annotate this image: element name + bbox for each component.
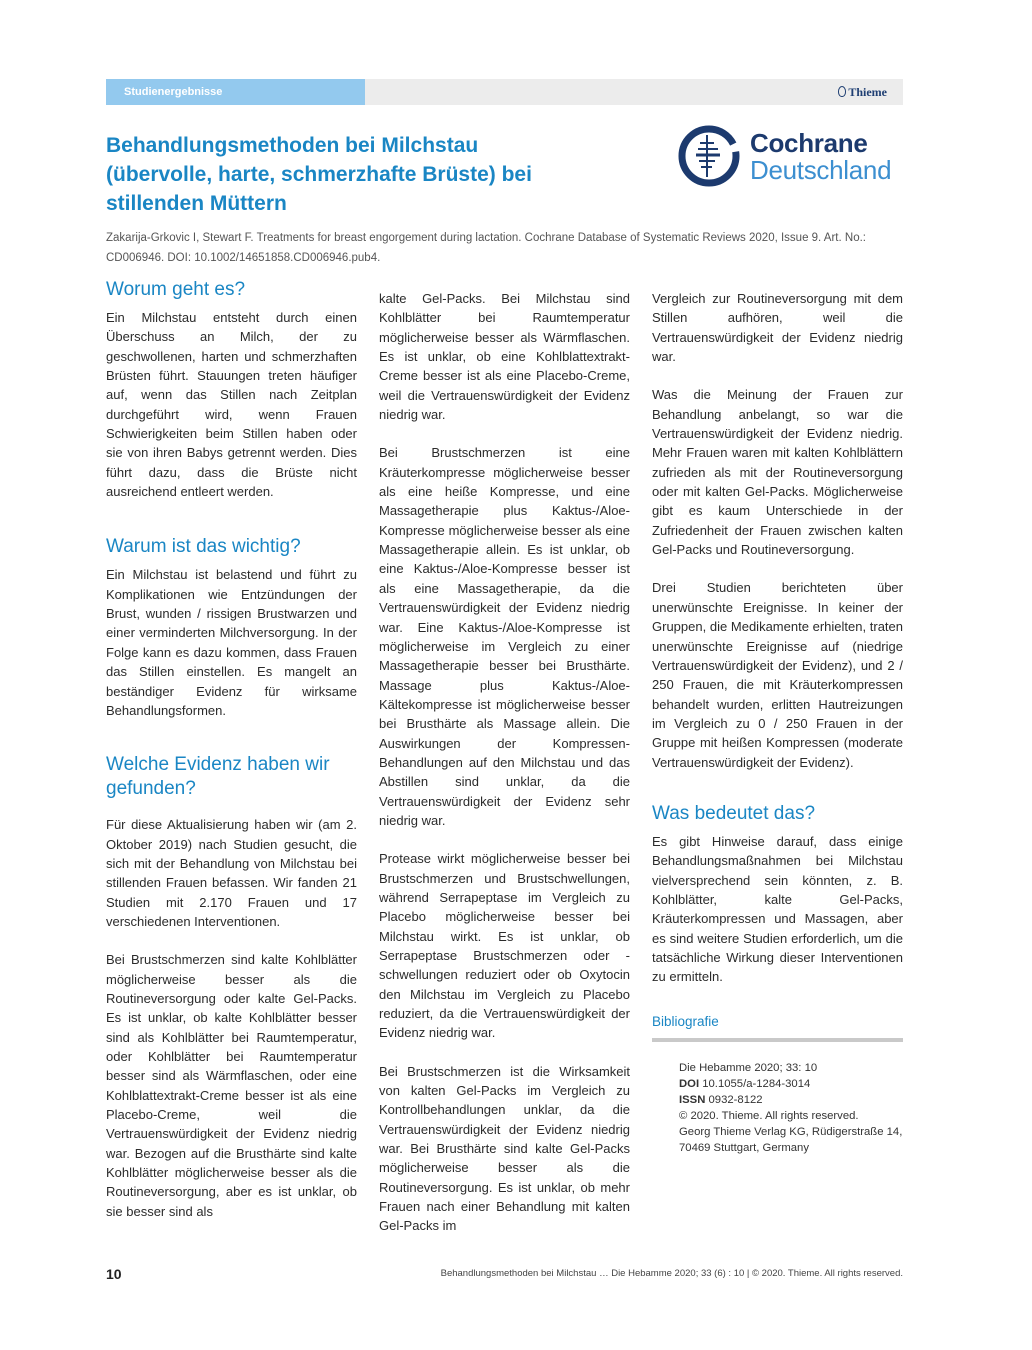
column-2 [379, 289, 630, 1236]
paragraph: Bei Brustschmerzen ist die Wirksamkeit von kalten Gel-Packs im Vergleich zu Kontrollbehandlungen unklar, da die Vertrauenswürdigkeit der Evidenz niedrig war. Bei Brusthärte sind kalte Gel-Packs möglicherweise besser als die Routineversorgung. Es ist unklar, ob mehr Frauen nach einer Behandlung mit kalten Gel-Packs im [379, 1063, 630, 1234]
paragraph: Bei Brustschmerzen sind kalte Kohlblätter möglicherweise besser als die Routineversorgung oder kalte Gel-Packs. Es ist unklar, ob kalte Kohlblätter besser sind als Kohlblätter bei Raumtemperatur, oder Kohlblätter bei Raumtemperatur besser sind als Wärmflaschen, oder eine Kohlblattextrakt-Creme besser ist als eine Placebo-Creme, weil die Vertrauenswürdigkeit der Evidenz niedrig war. Bezogen auf die Brusthärte sind kalte Kohlblätter möglicherweise besser als die Routineversorgung, aber es ist unklar, ob sie besser sind als [106, 952, 357, 1219]
header-bar [106, 79, 903, 105]
bibliography-heading: Bibliografie [652, 1012, 903, 1042]
column-3 [652, 289, 903, 1156]
article-title: Behandlungsmethoden bei Milchstau (übervolle, harte, schmerzhafte Brüste) bei stillenden Müttern [106, 134, 532, 215]
cochrane-logo-icon [678, 125, 740, 187]
paragraph: kalte Gel-Packs. Bei Milchstau sind Kohlblätter bei Raumtemperatur möglicherweise besser als Wärmflaschen. Es ist unklar, ob eine Kohlblattextrakt-Creme besser ist als eine Placebo-Creme, weil die Vertrauenswürdigkeit der Evidenz niedrig war. [379, 291, 630, 423]
paragraph: Für diese Aktualisierung haben wir (am 2. Oktober 2019) nach Studien gesucht, die sich mit der Behandlung von Milchstau bei stillenden Frauen befassen. Wir fanden 21 Studien mit 2.170 Frauen und 17 verschiedenen Interventionen. [106, 817, 357, 929]
bib-doi-value[interactable]: 10.1055/a-1284-3014 [702, 1078, 811, 1090]
heading-evidenz: Welche Evidenz haben wir gefunden? [106, 754, 330, 800]
logo-line-1: Cochrane [750, 128, 868, 158]
paragraph: Drei Studien berichteten über unerwünschte Ereignisse. In keiner der Gruppen, die Medikamente erhielten, traten unerwünschte Ereignisse auf (niedrige Vertrauenswürdigkeit der Evidenz), und 2 / 250 Frauen, die mit Kräuterkompressen behandelt wurden, erlitten Hautreizungen im Vergleich zu 0 / 250 Frauen in der Gruppe mit heißen Kompressen (moderate Vertrauenswürdigkeit der Evidenz). [652, 580, 903, 770]
bib-issn [679, 1092, 903, 1108]
publisher-logo [838, 79, 887, 105]
bib-publisher-line-1: Georg Thieme Verlag KG, Rüdigerstraße 14, [679, 1126, 903, 1138]
page-number: 10 [106, 1266, 122, 1282]
logo-line-2: Deutschland [750, 155, 892, 185]
paragraph: Ein Milchstau entsteht durch einen Überschuss an Milch, der zu geschwollenen, harten und schmerzhaften Brüsten führt. Stauungen treten häufiger auf, wenn das Stillen nach Zeitplan durchgeführt wird, wenn Frauen Schwierigkeiten beim Stillen haben oder sie von ihren Babys getrennt werden. Dies führt dazu, dass die Brüste nicht ausreichend entleert werden. [106, 310, 357, 500]
bib-issn-value: 0932-8122 [708, 1094, 763, 1106]
running-footer: Behandlungsmethoden bei Milchstau … Die Hebamme 2020; 33 (6) : 10 | © 2020. Thieme. All rights reserved. [440, 1268, 903, 1279]
bib-copyright: © 2020. Thieme. All rights reserved. [679, 1110, 859, 1122]
heading-worum: Worum geht es? [106, 279, 246, 300]
paragraph: Vergleich zur Routineversorgung mit dem Stillen aufhören, weil die Vertrauenswürdigkeit der Evidenz niedrig war. [652, 291, 903, 365]
cochrane-logo [678, 125, 903, 189]
heading-bedeutung: Was bedeutet das? [652, 802, 816, 824]
bib-doi [679, 1076, 903, 1092]
column-1 [106, 278, 357, 1221]
paragraph: Bei Brustschmerzen ist eine Kräuterkompresse möglicherweise besser als eine heiße Kompresse, und eine Massagetherapie plus Kaktus-/Aloe-Kompresse möglicherweise besser als eine Massagetherapie allein. Es ist unklar, ob eine Kaktus-/Aloe-Kompresse besser ist als eine Massagetherapie, da die Vertrauenswürdigkeit der Evidenz niedrig war. Eine Kaktus-/Aloe-Kompresse ist möglicherweise im Vergleich zu einer Massagetherapie besser bei Brusthärte. Massage plus Kaktus-/Aloe-Kältekompresse ist möglicherweise besser bei Brusthärte als Massage allein. Die Auswirkungen der Kompressen-Behandlungen auf den Milchstau und das Abstillen sind unklar, da die Vertrauenswürdigkeit der Evidenz sehr niedrig war. [379, 445, 630, 828]
heading-warum: Warum ist das wichtig? [106, 536, 301, 558]
paragraph: Was die Meinung der Frauen zur Behandlung anbelangt, so war die Vertrauenswürdigkeit der Evidenz niedrig. Mehr Frauen waren mit kalten Kohlblättern zufrieden als mit der Routineversorgung oder mit kalten Gel-Packs. Möglicherweise gibt es kaum Unterschiede in der Zufriedenheit der Frauen zwischen kalten Gel-Packs und Routineversorgung. [652, 387, 903, 558]
paragraph: Es gibt Hinweise darauf, dass einige Behandlungsmaßnahmen bei Milchstau vielversprechend sein könnten, z. B. Kohlblätter, kalte Gel-Packs, Kräuterkompressen und Massagen, aber es sind weitere Studien erforderlich, um die tatsächliche Wirkung dieser Interventionen zu ermitteln. [652, 833, 903, 985]
publisher-label: Thieme [848, 85, 887, 99]
bib-publisher-line-2: 70469 Stuttgart, Germany [679, 1142, 809, 1154]
paragraph: Ein Milchstau ist belastend und führt zu Komplikationen wie Entzündungen der Brust, wunden / rissigen Brustwarzen und einer verminderten Milchversorgung. In der Folge kann es dazu kommen, dass Frauen das Stillen einstellen. Es mangelt an beständiger Evidenz für wirksame Behandlungsformen. [106, 567, 357, 718]
citation: Zakarija-Grkovic I, Stewart F. Treatments for breast engorgement during lactation. Cochrane Database of Systematic Reviews 2020, Issue 9. Art. No.: CD006946. DOI: 10.1002/14651858.CD006946.pub4. [106, 232, 866, 264]
thieme-icon [838, 86, 846, 97]
section-label: Studienergebnisse [106, 79, 365, 105]
bib-doi-label: DOI [679, 1078, 700, 1090]
paragraph: Protease wirkt möglicherweise besser bei Brustschmerzen und Brustschwellungen, während Serrapeptase im Vergleich zu Placebo möglicherweise besser bei Milchstau wirkt. Es ist unklar, ob Serrapeptase Brustschmerzen oder -schwellungen reduziert oder ob Oxytocin den Milchstau im Vergleich zu Placebo reduziert, da die Vertrauenswürdigkeit der Evidenz niedrig war. [379, 851, 630, 1041]
bib-issn-label: ISSN [679, 1094, 706, 1106]
bibliography-box [652, 1060, 903, 1156]
bib-journal: Die Hebamme 2020; 33: 10 [679, 1062, 818, 1074]
